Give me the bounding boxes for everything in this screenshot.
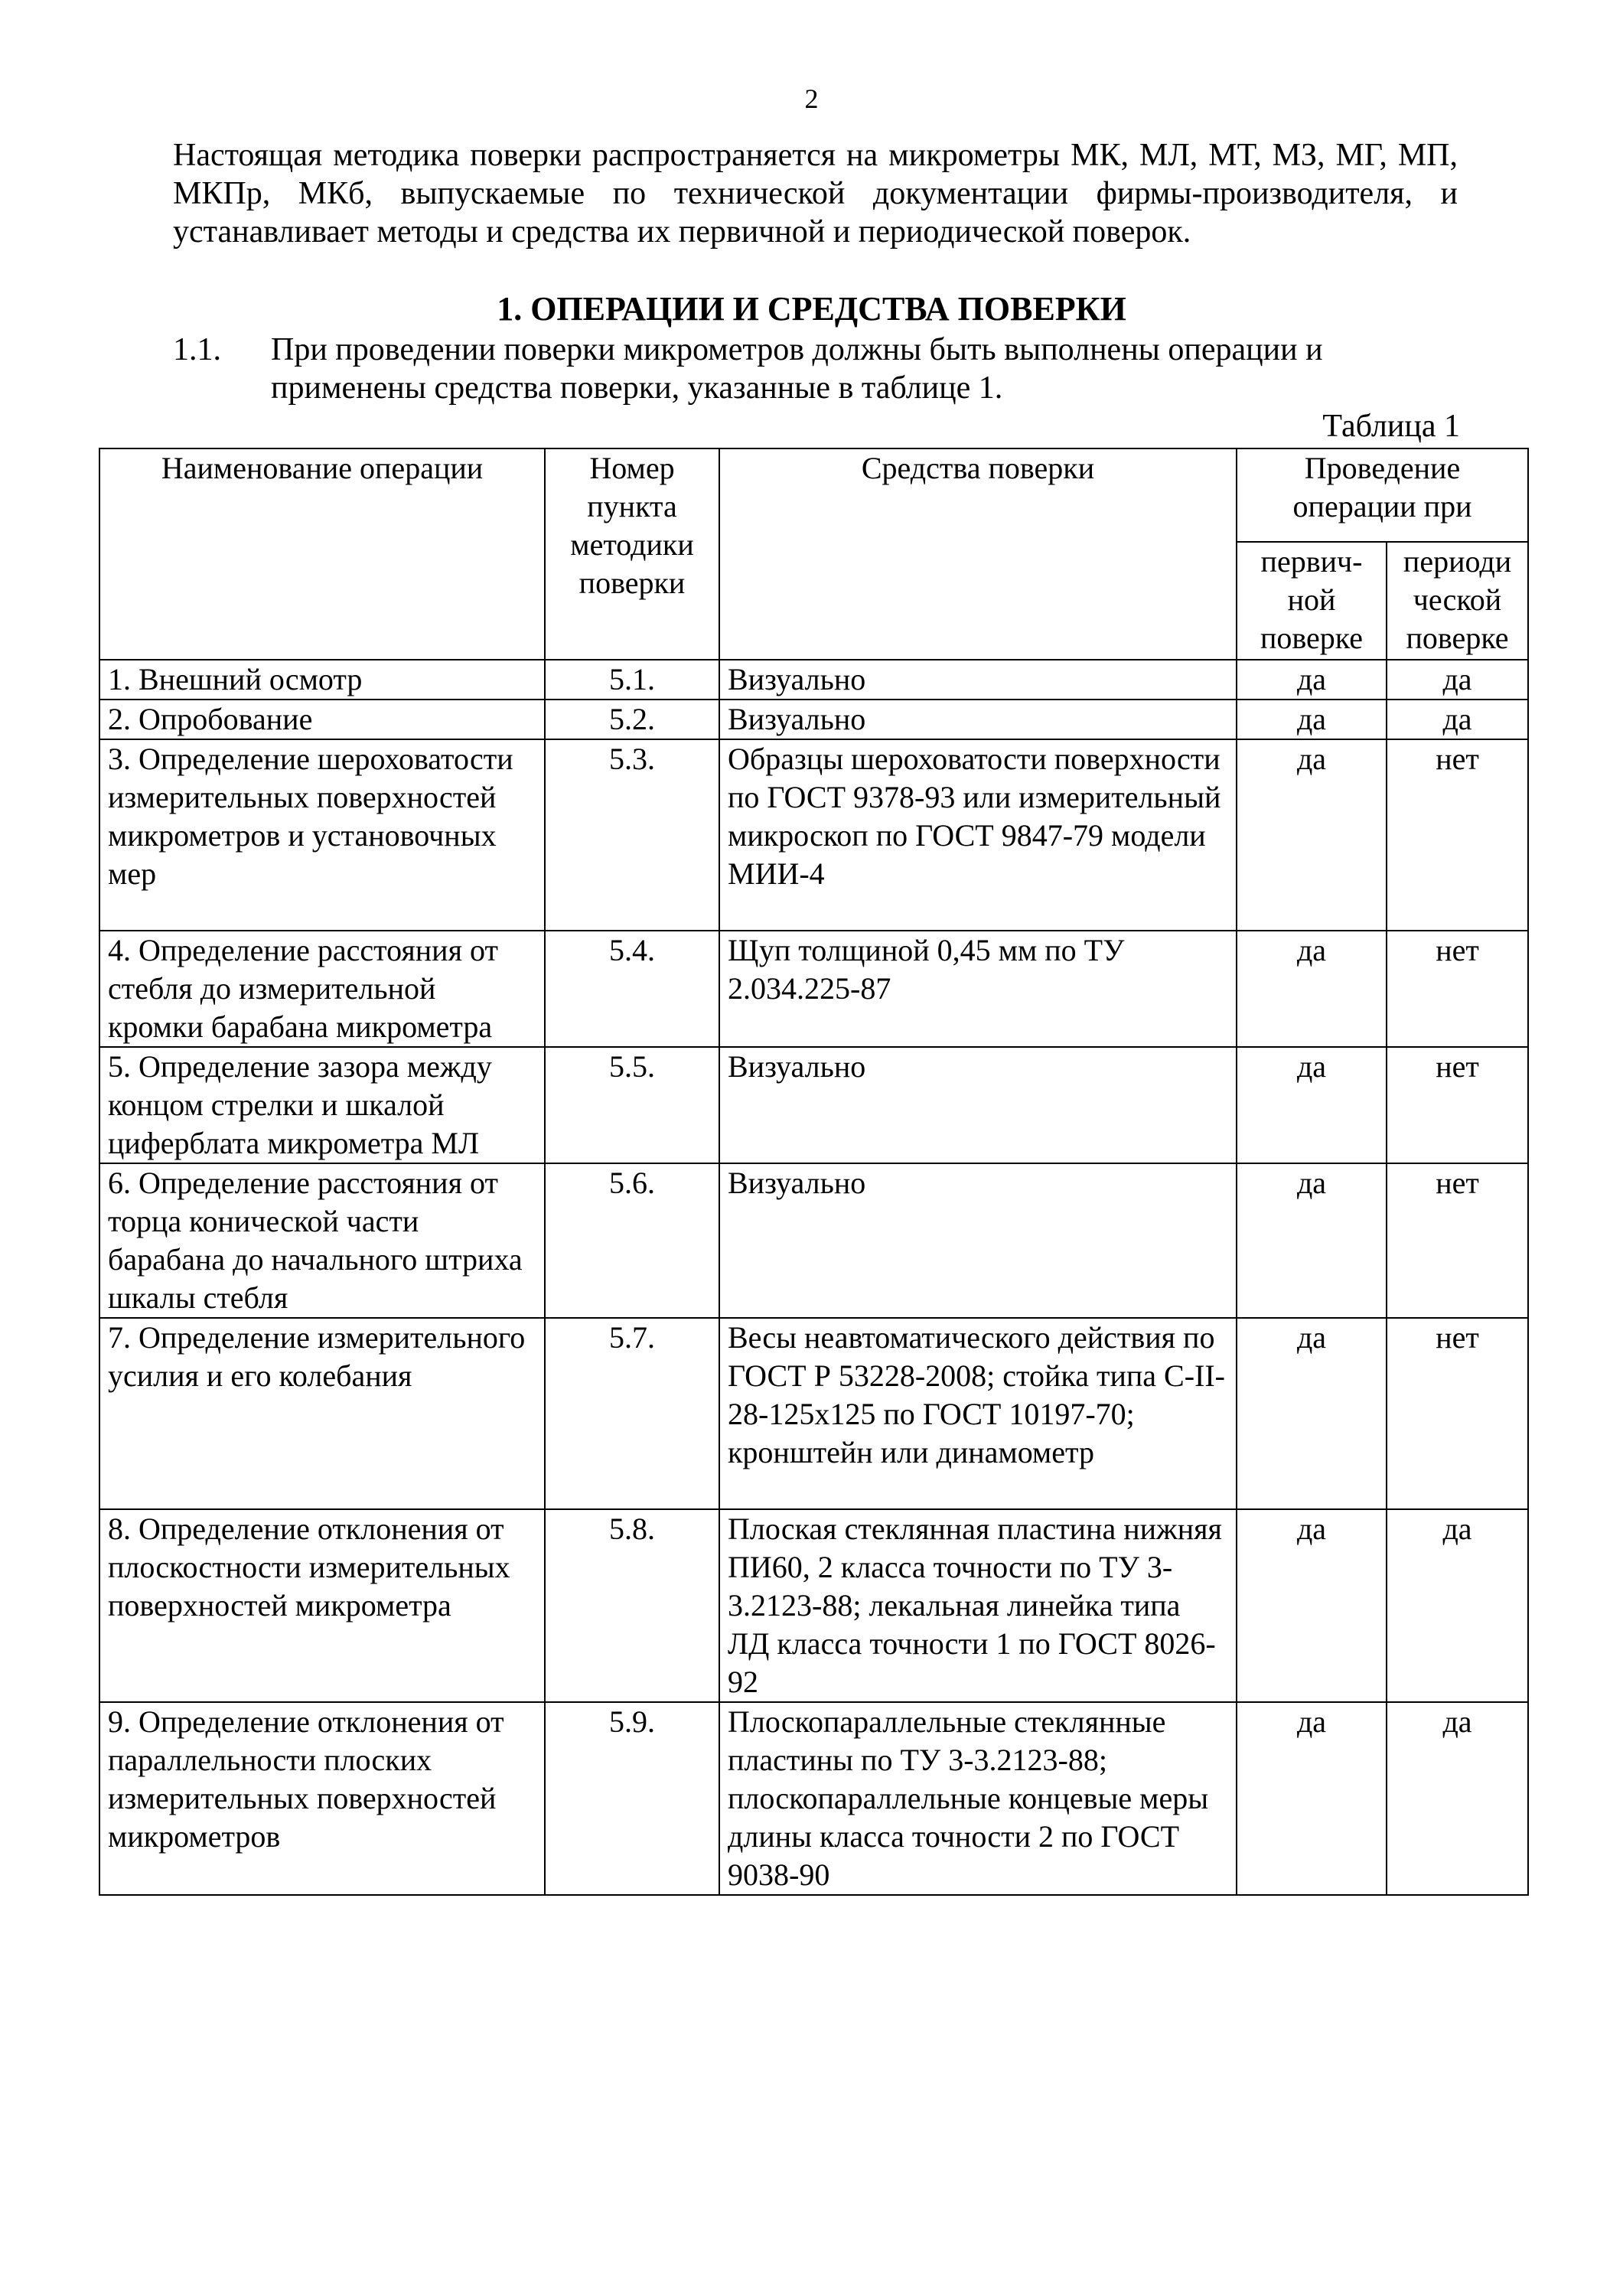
clause-number-cell: 5.7. — [545, 1318, 719, 1509]
table-body — [99, 660, 1528, 1895]
primary-cell: да — [1237, 1509, 1387, 1702]
table-row — [99, 931, 1528, 1047]
periodic-cell: нет — [1387, 1047, 1528, 1163]
periodic-cell: нет — [1387, 1318, 1528, 1509]
header-periodic: периоди ческой поверке — [1387, 542, 1528, 660]
clause-number-cell: 5.3. — [545, 739, 719, 931]
operations-table — [99, 448, 1529, 1896]
primary-cell: да — [1237, 700, 1387, 739]
section-title: 1. ОПЕРАЦИИ И СРЕДСТВА ПОВЕРКИ — [497, 290, 1126, 328]
table-row — [99, 1318, 1528, 1509]
operation-name-cell: 6. Определение расстояния от торца конической части барабана до начального штриха шкалы стебля — [99, 1163, 545, 1318]
means-cell: Визуально — [719, 660, 1237, 700]
clause-line-1: При проведении поверки микрометров должны быть выполнены операции и — [271, 332, 1323, 367]
primary-cell: да — [1237, 1163, 1387, 1318]
primary-cell: да — [1237, 931, 1387, 1047]
table-row — [99, 739, 1528, 931]
table-row — [99, 700, 1528, 739]
table-row — [99, 1702, 1528, 1895]
clause-number-cell: 5.5. — [545, 1047, 719, 1163]
means-cell: Весы неавтоматического действия по ГОСТ Р 53228-2008; стойка типа С-II-28-125х125 по ГОСТ 10197-70; кронштейн или динамометр — [719, 1318, 1237, 1509]
operation-name-cell: 2. Опробование — [99, 700, 545, 739]
clause-number-cell: 5.6. — [545, 1163, 719, 1318]
header-primary: первич-ной поверке — [1237, 542, 1387, 660]
header-means: Средства поверки — [719, 448, 1237, 660]
table-row — [99, 1163, 1528, 1318]
means-cell: Визуально — [719, 1047, 1237, 1163]
means-cell: Образцы шероховатости поверхности по ГОСТ 9378-93 или измерительный микроскоп по ГОСТ 9847-79 модели МИИ-4 — [719, 739, 1237, 931]
operation-name-cell: 4. Определение расстояния от стебля до измерительной кромки барабана микрометра — [99, 931, 545, 1047]
header-conduct: Проведение операции при — [1237, 448, 1528, 542]
clause-number-cell: 5.4. — [545, 931, 719, 1047]
operation-name-cell: 5. Определение зазора между концом стрелки и шкалой циферблата микрометра МЛ — [99, 1047, 545, 1163]
clause-number-cell: 5.9. — [545, 1702, 719, 1895]
clause-line-2: применены средства поверки, указанные в таблице 1. — [271, 370, 1003, 406]
means-cell: Плоскопараллельные стеклянные пластины по ТУ 3-3.2123-88; плоскопараллельные концевые меры длины класса точности 2 по ГОСТ 9038-90 — [719, 1702, 1237, 1895]
operation-name-cell: 1. Внешний осмотр — [99, 660, 545, 700]
intro-paragraph: Настоящая методика поверки распространяется на микрометры МК, МЛ, МТ, МЗ, МГ, МП, МКПр, МКб, выпускаемые по технической документации фирмы-производителя, и устанавливает методы и средства их первичной и периодической поверок. — [173, 138, 1458, 249]
header-clause-number: Номер пункта методики поверки — [545, 448, 719, 660]
clause-text — [271, 331, 1458, 407]
primary-cell: да — [1237, 1702, 1387, 1895]
page-number: 2 — [804, 83, 819, 114]
clause-number-cell: 5.2. — [545, 700, 719, 739]
primary-cell: да — [1237, 1318, 1387, 1509]
operation-name-cell: 3. Определение шероховатости измерительных поверхностей микрометров и установочных мер — [99, 739, 545, 931]
means-cell: Визуально — [719, 1163, 1237, 1318]
periodic-cell: да — [1387, 1509, 1528, 1702]
table-row — [99, 660, 1528, 700]
means-cell: Визуально — [719, 700, 1237, 739]
periodic-cell: нет — [1387, 931, 1528, 1047]
periodic-cell: да — [1387, 660, 1528, 700]
primary-cell: да — [1237, 660, 1387, 700]
primary-cell: да — [1237, 739, 1387, 931]
table-caption: Таблица 1 — [1322, 409, 1460, 444]
periodic-cell: да — [1387, 700, 1528, 739]
clause-number: 1.1. — [173, 332, 221, 367]
clause-number-cell: 5.1. — [545, 660, 719, 700]
header-operation-name: Наименование операции — [99, 448, 545, 660]
periodic-cell: нет — [1387, 739, 1528, 931]
clause-number-cell: 5.8. — [545, 1509, 719, 1702]
means-cell: Щуп толщиной 0,45 мм по ТУ 2.034.225-87 — [719, 931, 1237, 1047]
operation-name-cell: 9. Определение отклонения от параллельности плоских измерительных поверхностей микрометров — [99, 1702, 545, 1895]
operation-name-cell: 8. Определение отклонения от плоскостности измерительных поверхностей микрометра — [99, 1509, 545, 1702]
primary-cell: да — [1237, 1047, 1387, 1163]
means-cell: Плоская стеклянная пластина нижняя ПИ60, 2 класса точности по ТУ 3-3.2123-88; лекальная линейка типа ЛД класса точности 1 по ГОСТ 8026-92 — [719, 1509, 1237, 1702]
periodic-cell: нет — [1387, 1163, 1528, 1318]
operation-name-cell: 7. Определение измерительного усилия и его колебания — [99, 1318, 545, 1509]
table-row — [99, 1509, 1528, 1702]
table-row — [99, 1047, 1528, 1163]
periodic-cell: да — [1387, 1702, 1528, 1895]
